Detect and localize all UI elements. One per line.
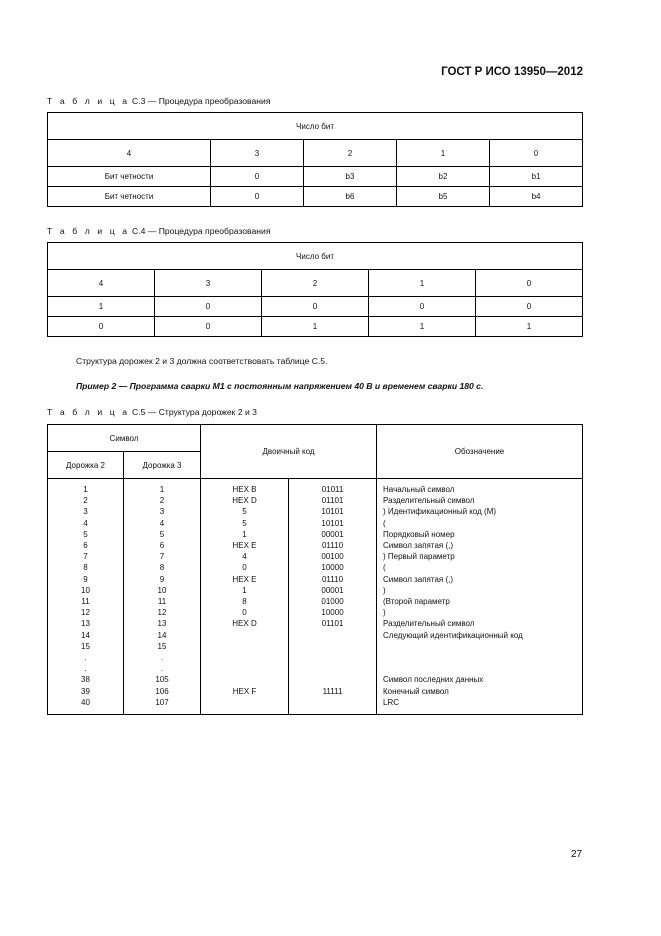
table-cell: Бит четности [48,187,211,207]
track2-column: 1 2 3 4 5 6 7 8 9 10 11 12 13 14 15 . . 38 39 40 [48,479,124,715]
table-c4-col-header: 3 [155,270,262,297]
table-c5-track2-header: Дорожка 2 [48,452,124,479]
table-c4-super-header: Число бит [48,243,583,270]
table-cell: 1 [476,317,583,337]
table-c3-col-header: 0 [490,140,583,167]
example-text: Пример 2 — Программа сварки М1 с постоянным напряжением 40 В и временем сварки 180 с. [76,381,484,391]
table-c3-col-header: 1 [397,140,490,167]
table-c5-designation-header: Обозначение [377,425,583,479]
table-c3-col-header: 2 [304,140,397,167]
bits-column: 01011 01101 10101 10101 00001 01110 00100 10000 01110 00001 01000 10000 01101 11111 [289,479,377,715]
table-cell: b5 [397,187,490,207]
caption-prefix: Т а б л и ц а [47,96,130,106]
document-header: ГОСТ Р ИСО 13950—2012 [441,66,583,78]
caption-title: С.4 — Процедура преобразования [129,226,271,236]
table-c4-caption [47,226,270,236]
table-cell: 0 [155,297,262,317]
table-cell: 1 [48,297,155,317]
table-cell: 0 [155,317,262,337]
table-c4-col-header: 0 [476,270,583,297]
caption-title: С.5 — Структура дорожек 2 и 3 [129,407,257,417]
table-cell: 0 [262,297,369,317]
table-c5-track3-header: Дорожка 3 [124,452,201,479]
table-c5-symbol-header: Символ [48,425,201,452]
table-c4-col-header: 4 [48,270,155,297]
track3-column: 1 2 3 4 5 6 7 8 9 10 11 12 13 14 15 . . 105 106 107 [124,479,201,715]
table-c3-super-header: Число бит [48,113,583,140]
table-row [48,317,583,337]
table-c4-col-header: 2 [262,270,369,297]
caption-prefix: Т а б л и ц а [47,226,130,236]
table-cell: b1 [490,167,583,187]
table-cell: 1 [262,317,369,337]
table-cell: b4 [490,187,583,207]
table-cell: 0 [476,297,583,317]
table-row [48,167,583,187]
page-number: 27 [571,849,583,860]
table-cell: 0 [211,167,304,187]
table-cell: b2 [397,167,490,187]
caption-prefix: Т а б л и ц а [47,407,130,417]
table-cell: b3 [304,167,397,187]
caption-title: С.3 — Процедура преобразования [129,96,271,106]
table-cell: Бит четности [48,167,211,187]
table-row [48,297,583,317]
table-c5-binary-header: Двоичный код [201,425,377,479]
table-c3-col-header: 3 [211,140,304,167]
table-c5-caption [47,407,257,417]
code-column: HEX B HEX D 5 5 1 HEX E 4 0 HEX E 1 8 0 HEX D HEX F [201,479,289,715]
table-cell: b6 [304,187,397,207]
table-cell: 0 [369,297,476,317]
table-c3 [47,112,583,207]
table-c3-col-header: 4 [48,140,211,167]
table-c4-col-header: 1 [369,270,476,297]
table-cell: 0 [211,187,304,207]
designation-column: Начальный символ Разделительный символ ) Идентификационный код (М) ( Порядковый номер Символ запятая (,) ) Первый параметр ( Символ запятая (,) ) (Второй параметр ) Разделительный символ Следующий идентификационный код Символ последних данных Конечный символ LRC [377,479,583,715]
table-row [48,187,583,207]
table-c4 [47,242,583,337]
body-paragraph: Структура дорожек 2 и 3 должна соответствовать таблице С.5. [76,356,328,366]
table-cell: 1 [369,317,476,337]
table-c3-caption [47,96,270,106]
table-c5 [47,424,583,715]
table-cell: 0 [48,317,155,337]
